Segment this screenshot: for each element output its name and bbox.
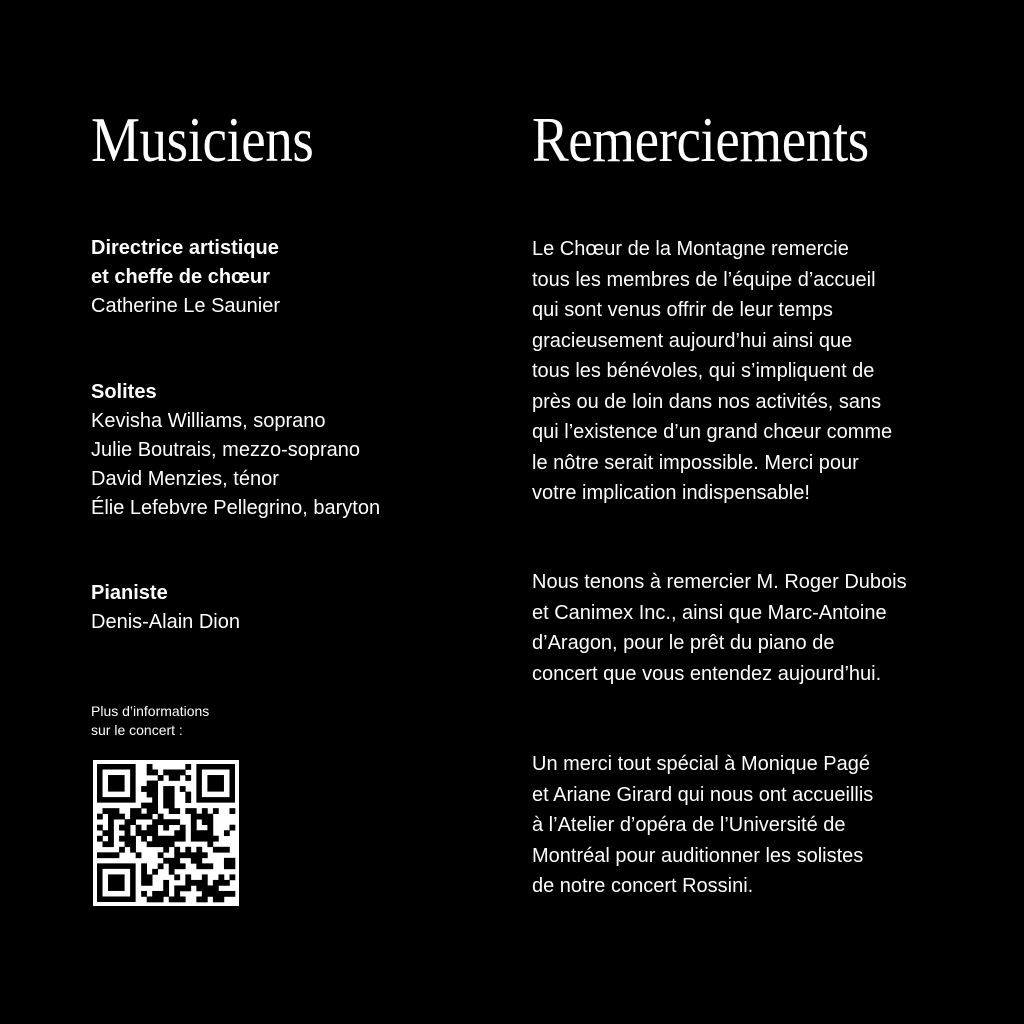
qr-module <box>174 847 180 853</box>
qr-module <box>169 819 175 825</box>
artistic-director-block <box>91 234 491 321</box>
qr-module <box>174 836 180 842</box>
qr-module <box>163 770 169 776</box>
qr-module <box>224 847 230 853</box>
qr-module <box>202 874 208 880</box>
soloists-block <box>91 378 491 523</box>
thanks-line: de notre concert Rossini. <box>532 875 754 897</box>
qr-module <box>152 869 158 875</box>
qr-module <box>202 808 208 814</box>
qr-module <box>174 874 180 880</box>
qr-module <box>191 814 197 820</box>
qr-module <box>213 836 219 842</box>
qr-module <box>141 814 147 820</box>
qr-module <box>180 885 186 891</box>
qr-module <box>185 797 191 803</box>
qr-module <box>163 880 169 886</box>
qr-module <box>97 825 103 831</box>
thanks-line: Montréal pour auditionner les solistes <box>532 844 864 867</box>
qr-module <box>191 852 197 858</box>
qr-module <box>196 880 202 886</box>
qr-module <box>169 863 175 869</box>
qr-module <box>174 896 180 902</box>
qr-module <box>163 847 169 853</box>
qr-module <box>147 880 153 886</box>
qr-module <box>114 814 120 820</box>
qr-module <box>152 836 158 842</box>
qr-module <box>163 885 169 891</box>
qr-module <box>229 825 235 831</box>
qr-module <box>169 836 175 842</box>
musiciens-heading: Musiciens <box>91 104 314 175</box>
qr-module <box>158 896 164 902</box>
qr-finder-pattern <box>108 775 125 792</box>
qr-module <box>97 814 103 820</box>
qr-module <box>141 830 147 836</box>
qr-module <box>125 830 131 836</box>
qr-module <box>152 896 158 902</box>
qr-module <box>185 874 191 880</box>
qr-module <box>191 830 197 836</box>
qr-module <box>196 814 202 820</box>
qr-module <box>207 863 213 869</box>
qr-module <box>152 819 158 825</box>
qr-module <box>174 775 180 781</box>
qr-module <box>141 803 147 809</box>
qr-module <box>185 847 191 853</box>
qr-module <box>185 792 191 798</box>
qr-module <box>180 852 186 858</box>
thanks-line: tous les bénévoles, qui s’impliquent de <box>532 360 875 382</box>
qr-module <box>152 797 158 803</box>
qr-module <box>202 852 208 858</box>
musician-name: Élie Lefebvre Pellegrino, baryton <box>91 497 381 519</box>
qr-module <box>147 896 153 902</box>
qr-module <box>163 841 169 847</box>
qr-module <box>158 819 164 825</box>
qr-module <box>207 891 213 897</box>
thanks-line: qui l’existence d’un grand chœur comme <box>532 421 893 443</box>
qr-module <box>163 786 169 792</box>
qr-module <box>152 770 158 776</box>
qr-module <box>108 808 114 814</box>
qr-module <box>218 847 224 853</box>
qr-module <box>119 847 125 853</box>
thanks-line: concert que vous entendez aujourd’hui. <box>532 662 882 685</box>
qr-module <box>97 852 103 858</box>
role-label: et cheffe de chœur <box>91 266 270 288</box>
qr-module <box>103 808 109 814</box>
qr-module <box>119 814 125 820</box>
qr-module <box>152 803 158 809</box>
qr-module <box>174 819 180 825</box>
qr-module <box>152 808 158 814</box>
role-label: Directrice artistique <box>91 237 279 259</box>
qr-module <box>141 786 147 792</box>
qr-module <box>196 896 202 902</box>
qr-module <box>207 836 213 842</box>
qr-module <box>141 880 147 886</box>
qr-module <box>224 880 230 886</box>
qr-module <box>152 825 158 831</box>
qr-module <box>202 880 208 886</box>
qr-module <box>152 841 158 847</box>
qr-module <box>180 896 186 902</box>
qr-module <box>152 792 158 798</box>
qr-module <box>147 770 153 776</box>
qr-module <box>218 891 224 897</box>
qr-module <box>125 836 131 842</box>
qr-module <box>158 852 164 858</box>
qr-module <box>169 770 175 776</box>
qr-module <box>191 819 197 825</box>
qr-module <box>180 825 186 831</box>
qr-module <box>114 808 120 814</box>
qr-module <box>196 863 202 869</box>
qr-module <box>180 836 186 842</box>
qr-module <box>158 836 164 842</box>
qr-module <box>119 825 125 831</box>
qr-module <box>136 808 142 814</box>
qr-module <box>191 825 197 831</box>
qr-module <box>169 808 175 814</box>
qr-module <box>158 814 164 820</box>
qr-module <box>202 891 208 897</box>
thanks-paragraph <box>532 234 942 509</box>
musician-name: Catherine Le Saunier <box>91 295 281 317</box>
thanks-paragraph <box>532 567 942 689</box>
qr-module <box>169 858 175 864</box>
qr-module <box>224 858 230 864</box>
qr-module <box>169 792 175 798</box>
qr-module <box>218 880 224 886</box>
qr-module <box>202 814 208 820</box>
qr-module <box>147 808 153 814</box>
qr-module <box>191 880 197 886</box>
qr-module <box>141 863 147 869</box>
qr-module <box>207 814 213 820</box>
qr-module <box>191 836 197 842</box>
qr-module <box>130 819 136 825</box>
qr-module <box>103 830 109 836</box>
qr-module <box>119 836 125 842</box>
thanks-line: et Canimex Inc., ainsi que Marc-Antoine <box>532 601 887 624</box>
qr-module <box>141 836 147 842</box>
qr-module <box>213 847 219 853</box>
qr-module <box>163 797 169 803</box>
qr-module <box>152 781 158 787</box>
qr-module <box>152 786 158 792</box>
qr-module <box>191 858 197 864</box>
qr-module <box>213 880 219 886</box>
qr-module <box>229 858 235 864</box>
qr-module <box>136 830 142 836</box>
qr-module <box>163 836 169 842</box>
thanks-line: et Ariane Girard qui nous ont accueillis <box>532 783 874 806</box>
qr-module <box>224 891 230 897</box>
thanks-line: tous les membres de l’équipe d’accueil <box>532 268 876 291</box>
qr-module <box>136 852 142 858</box>
qr-module <box>169 786 175 792</box>
qr-module <box>185 775 191 781</box>
thanks-line: Nous tenons à remercier M. Roger Dubois <box>532 571 907 593</box>
musician-name: Julie Boutrais, mezzo-soprano <box>91 439 361 461</box>
musician-name: Kevisha Williams, soprano <box>91 410 326 432</box>
more-info-label <box>91 702 291 740</box>
qr-module <box>180 830 186 836</box>
qr-module <box>163 803 169 809</box>
qr-module <box>180 786 186 792</box>
qr-module <box>191 808 197 814</box>
qr-module <box>185 880 191 886</box>
qr-module <box>202 885 208 891</box>
qr-module <box>174 858 180 864</box>
qr-module <box>196 847 202 853</box>
qr-code-graphic <box>93 760 239 906</box>
qr-module <box>229 891 235 897</box>
qr-module <box>141 869 147 875</box>
qr-module <box>158 775 164 781</box>
qr-module <box>218 874 224 880</box>
qr-module <box>108 830 114 836</box>
qr-module <box>147 830 153 836</box>
qr-module <box>158 841 164 847</box>
qr-module <box>108 819 114 825</box>
qr-module <box>224 830 230 836</box>
qr-module <box>180 770 186 776</box>
qr-module <box>163 792 169 798</box>
qr-module <box>136 814 142 820</box>
qr-module <box>202 836 208 842</box>
qr-module <box>103 852 109 858</box>
qr-module <box>202 819 208 825</box>
qr-module <box>147 792 153 798</box>
qr-module <box>196 830 202 836</box>
qr-module <box>185 808 191 814</box>
qr-module <box>185 852 191 858</box>
thanks-line: d’Aragon, pour le prêt du piano de <box>532 632 835 654</box>
qr-module <box>163 858 169 864</box>
thanks-line: Le Chœur de la Montagne remercie <box>532 238 849 260</box>
qr-finder-pattern <box>207 775 224 792</box>
thanks-line: le nôtre serait impossible. Merci pour <box>532 451 859 474</box>
qr-module <box>130 841 136 847</box>
qr-module <box>125 841 131 847</box>
qr-module <box>229 874 235 880</box>
qr-module <box>213 885 219 891</box>
thanks-line: à l’Atelier d’opéra de l’Université de <box>532 814 846 836</box>
qr-module <box>207 819 213 825</box>
qr-module <box>130 836 136 842</box>
qr-module <box>108 814 114 820</box>
qr-module <box>108 825 114 831</box>
qr-module <box>147 803 153 809</box>
qr-module <box>152 830 158 836</box>
qr-module <box>174 830 180 836</box>
qr-module <box>158 891 164 897</box>
qr-module <box>103 841 109 847</box>
qr-module <box>174 852 180 858</box>
qr-module <box>207 885 213 891</box>
qr-module <box>202 896 208 902</box>
qr-module <box>163 825 169 831</box>
qr-module <box>147 814 153 820</box>
qr-module <box>174 770 180 776</box>
qr-module <box>97 836 103 842</box>
qr-module <box>213 891 219 897</box>
qr-module <box>196 852 202 858</box>
qr-module <box>108 841 114 847</box>
qr-finder-pattern <box>108 874 125 891</box>
qr-module <box>196 836 202 842</box>
qr-module <box>147 764 153 770</box>
qr-module <box>147 781 153 787</box>
qr-module <box>207 830 213 836</box>
qr-module <box>169 775 175 781</box>
role-label: Pianiste <box>91 582 168 604</box>
qr-module <box>174 863 180 869</box>
qr-module <box>169 841 175 847</box>
qr-module <box>158 863 164 869</box>
qr-module <box>185 885 191 891</box>
qr-module <box>108 852 114 858</box>
qr-module <box>174 891 180 897</box>
remerciements-heading: Remerciements <box>532 104 869 175</box>
qr-module <box>229 808 235 814</box>
qr-module <box>169 869 175 875</box>
qr-module <box>169 797 175 803</box>
qr-module <box>130 847 136 853</box>
role-label: Solites <box>91 381 157 403</box>
thanks-line: qui sont venus offrir de leur temps <box>532 299 833 321</box>
qr-module <box>114 852 120 858</box>
qr-module <box>141 874 147 880</box>
qr-module <box>130 808 136 814</box>
thanks-line: gracieusement aujourd’hui ainsi que <box>532 329 853 352</box>
thanks-paragraph <box>532 749 942 902</box>
musician-name: Denis-Alain Dion <box>91 611 240 633</box>
musician-name: David Menzies, ténor <box>91 468 279 490</box>
qr-module <box>147 841 153 847</box>
qr-module <box>130 814 136 820</box>
qr-module <box>196 858 202 864</box>
qr-module <box>174 885 180 891</box>
qr-module <box>180 863 186 869</box>
qr-module <box>108 836 114 842</box>
qr-module <box>213 808 219 814</box>
qr-module <box>218 896 224 902</box>
qr-module <box>152 891 158 897</box>
qr-module <box>169 803 175 809</box>
qr-module <box>202 830 208 836</box>
qr-module <box>147 786 153 792</box>
pianist-block <box>91 579 491 637</box>
qr-module <box>147 825 153 831</box>
qr-module <box>185 764 191 770</box>
qr-module <box>213 896 219 902</box>
qr-module <box>163 891 169 897</box>
thanks-line: Un merci tout spécial à Monique Pagé <box>532 753 870 775</box>
more-info-line: Plus d’informations <box>91 703 210 719</box>
thanks-line: près ou de loin dans nos activités, sans <box>532 390 882 413</box>
qr-code[interactable] <box>93 760 239 906</box>
qr-module <box>202 863 208 869</box>
qr-module <box>163 819 169 825</box>
qr-module <box>136 825 142 831</box>
qr-module <box>224 863 230 869</box>
qr-module <box>147 874 153 880</box>
thanks-line: votre implication indispensable! <box>532 482 810 504</box>
qr-module <box>207 841 213 847</box>
qr-module <box>229 863 235 869</box>
qr-module <box>174 808 180 814</box>
qr-module <box>169 896 175 902</box>
more-info-line: sur le concert : <box>91 722 183 738</box>
qr-module <box>207 825 213 831</box>
qr-module <box>196 885 202 891</box>
qr-module <box>125 825 131 831</box>
qr-module <box>141 891 147 897</box>
qr-module <box>125 819 131 825</box>
